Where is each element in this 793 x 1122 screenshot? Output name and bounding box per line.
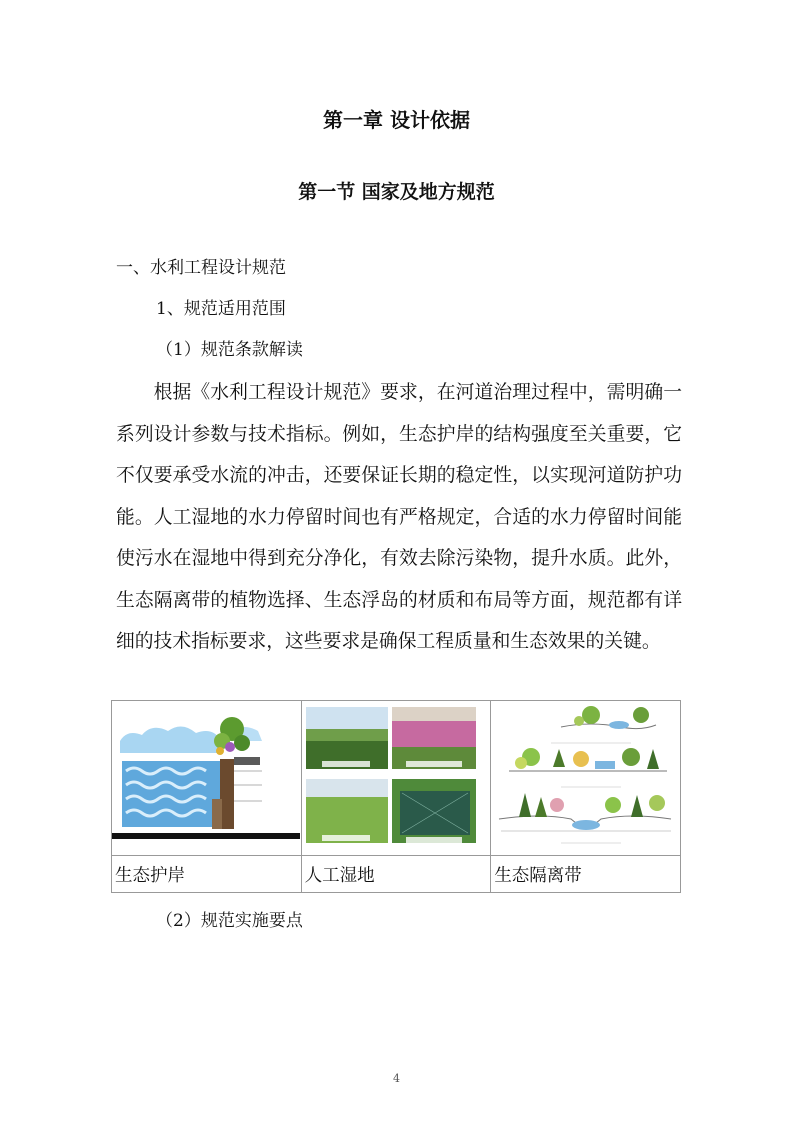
ecological-buffer-zone-image (491, 701, 679, 851)
heading-level-1: 一、水利工程设计规范 (116, 258, 286, 278)
body-paragraph: 根据《水利工程设计规范》要求，在河道治理过程中，需明确一系列设计参数与技术指标。例如，生态护岸的结构强度至关重要，它不仅要承受水流的冲击，还要保证长期的稳定性，以实现河道防护功能。人工湿地的水力停留时间也有严格规定，合适的水力停留时间能使污水在湿地中得到充分净化，有效去除污染物，提升水质。此外，生态隔离带的植物选择、生态浮岛的材质和布局等方面，规范都有详细的技术指标要求，这些要求是确保工程质量和生态效果的关键。 (116, 382, 682, 652)
ecological-revetment-image (112, 701, 300, 851)
heading-level-3: （1）规范条款解读 (156, 340, 303, 360)
caption-revetment: 生态护岸 (112, 856, 302, 893)
page-number: 4 (393, 1072, 400, 1085)
constructed-wetland-image (302, 701, 490, 851)
caption-buffer-zone: 生态隔离带 (491, 856, 681, 893)
figure-table (111, 700, 681, 893)
image-cell-revetment (112, 701, 302, 856)
heading-level-3-second: （2）规范实施要点 (156, 911, 303, 931)
image-cell-buffer-zone (491, 701, 681, 856)
chapter-title: 第一章 设计依据 (323, 108, 470, 132)
section-title: 第一节 国家及地方规范 (298, 181, 495, 203)
image-cell-wetland (301, 701, 491, 856)
caption-wetland: 人工湿地 (301, 856, 491, 893)
heading-level-2: 1、规范适用范围 (156, 299, 286, 319)
